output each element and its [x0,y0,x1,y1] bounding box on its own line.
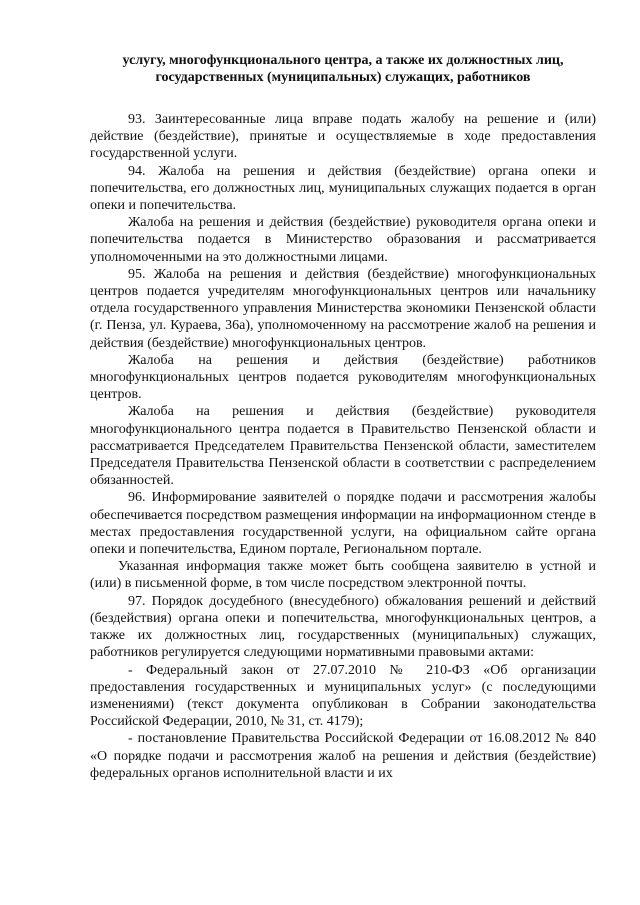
paragraph-94-complaint-head: Жалоба на решения и действия (бездействие) руководителя органа опеки и попечительства подается в Министерство образования и рассматривается уполномоченными на это должностными лицами. [90,215,596,265]
paragraph-94: 94. Жалоба на решения и действия (бездействие) органа опеки и попечительства, его должностных лиц, муниципальных служащих подается в орган опеки и попечительства. [90,163,596,214]
section-heading [90,52,596,86]
list-item-federal-law: - Федеральный закон от 27.07.2010 № 210-ФЗ «Об организации предоставления государственных и муниципальных услуг» (с последующими изменениями) (текст документа опубликован в Собрании законодательства Российской Федерации, 2010, № 31, ст. 4179); [90,662,596,730]
paragraph-95: 95. Жалоба на решения и действия (бездействие) многофункциональных центров подается учредителям многофункциональных центров или начальнику отдела государственного управления Министерства экономики Пензенской области (г. Пенза, ул. Кураева, 36а), уполномоченному на рассмотрение жалоб на решения и действия (бездействие) многофункциональных центров. [90,266,596,351]
paragraph-95-head: Жалоба на решения и действия (бездействие) руководителя многофункционального центра подается в Правительство Пензенской области и рассматривается Председателем Правительства Пензенской области, заместителем Председателя Правительства Пензенской области в соответствии с распределением обязанностей. [90,404,596,489]
section-heading-line-2: государственных (муниципальных) служащих, работников [155,70,531,85]
list-item-government-decree: - постановление Правительства Российской Федерации от 16.08.2012 № 840 «О порядке подачи и рассмотрения жалоб на решения и действия (бездействие) федеральных органов исполнительной власти и их [90,731,596,781]
paragraph-95-workers: Жалоба на решения и действия (бездействие) работников многофункциональных центров подается руководителям многофункциональных центров. [90,352,596,403]
paragraph-96-info: Указанная информация также может быть сообщена заявителю в устной и (или) в письменной форме, в том числе посредством электронной почты. [90,559,596,592]
section-heading-line-1: услугу, многофункционального центра, а также их должностных лиц, [122,53,564,68]
paragraph-96: 96. Информирование заявителей о порядке подачи и рассмотрения жалобы обеспечивается посредством размещения информации на информационном стенде в местах предоставления государственной услуги, на официальном сайте органа опеки и попечительства, Едином портале, Региональном портале. [90,490,596,558]
paragraph-93: 93. Заинтересованные лица вправе подать жалобу на решение и (или) действие (бездействие), принятые и осуществляемые в ходе предоставления государственной услуги. [90,112,596,162]
document-page [90,52,596,782]
paragraph-97: 97. Порядок досудебного (внесудебного) обжалования решений и действий (бездействия) органа опеки и попечительства, многофункциональных центров, а также их должностных лиц, государственных (муниципальных) служащих, работников регулируется следующими нормативными правовыми актами: [90,593,596,661]
